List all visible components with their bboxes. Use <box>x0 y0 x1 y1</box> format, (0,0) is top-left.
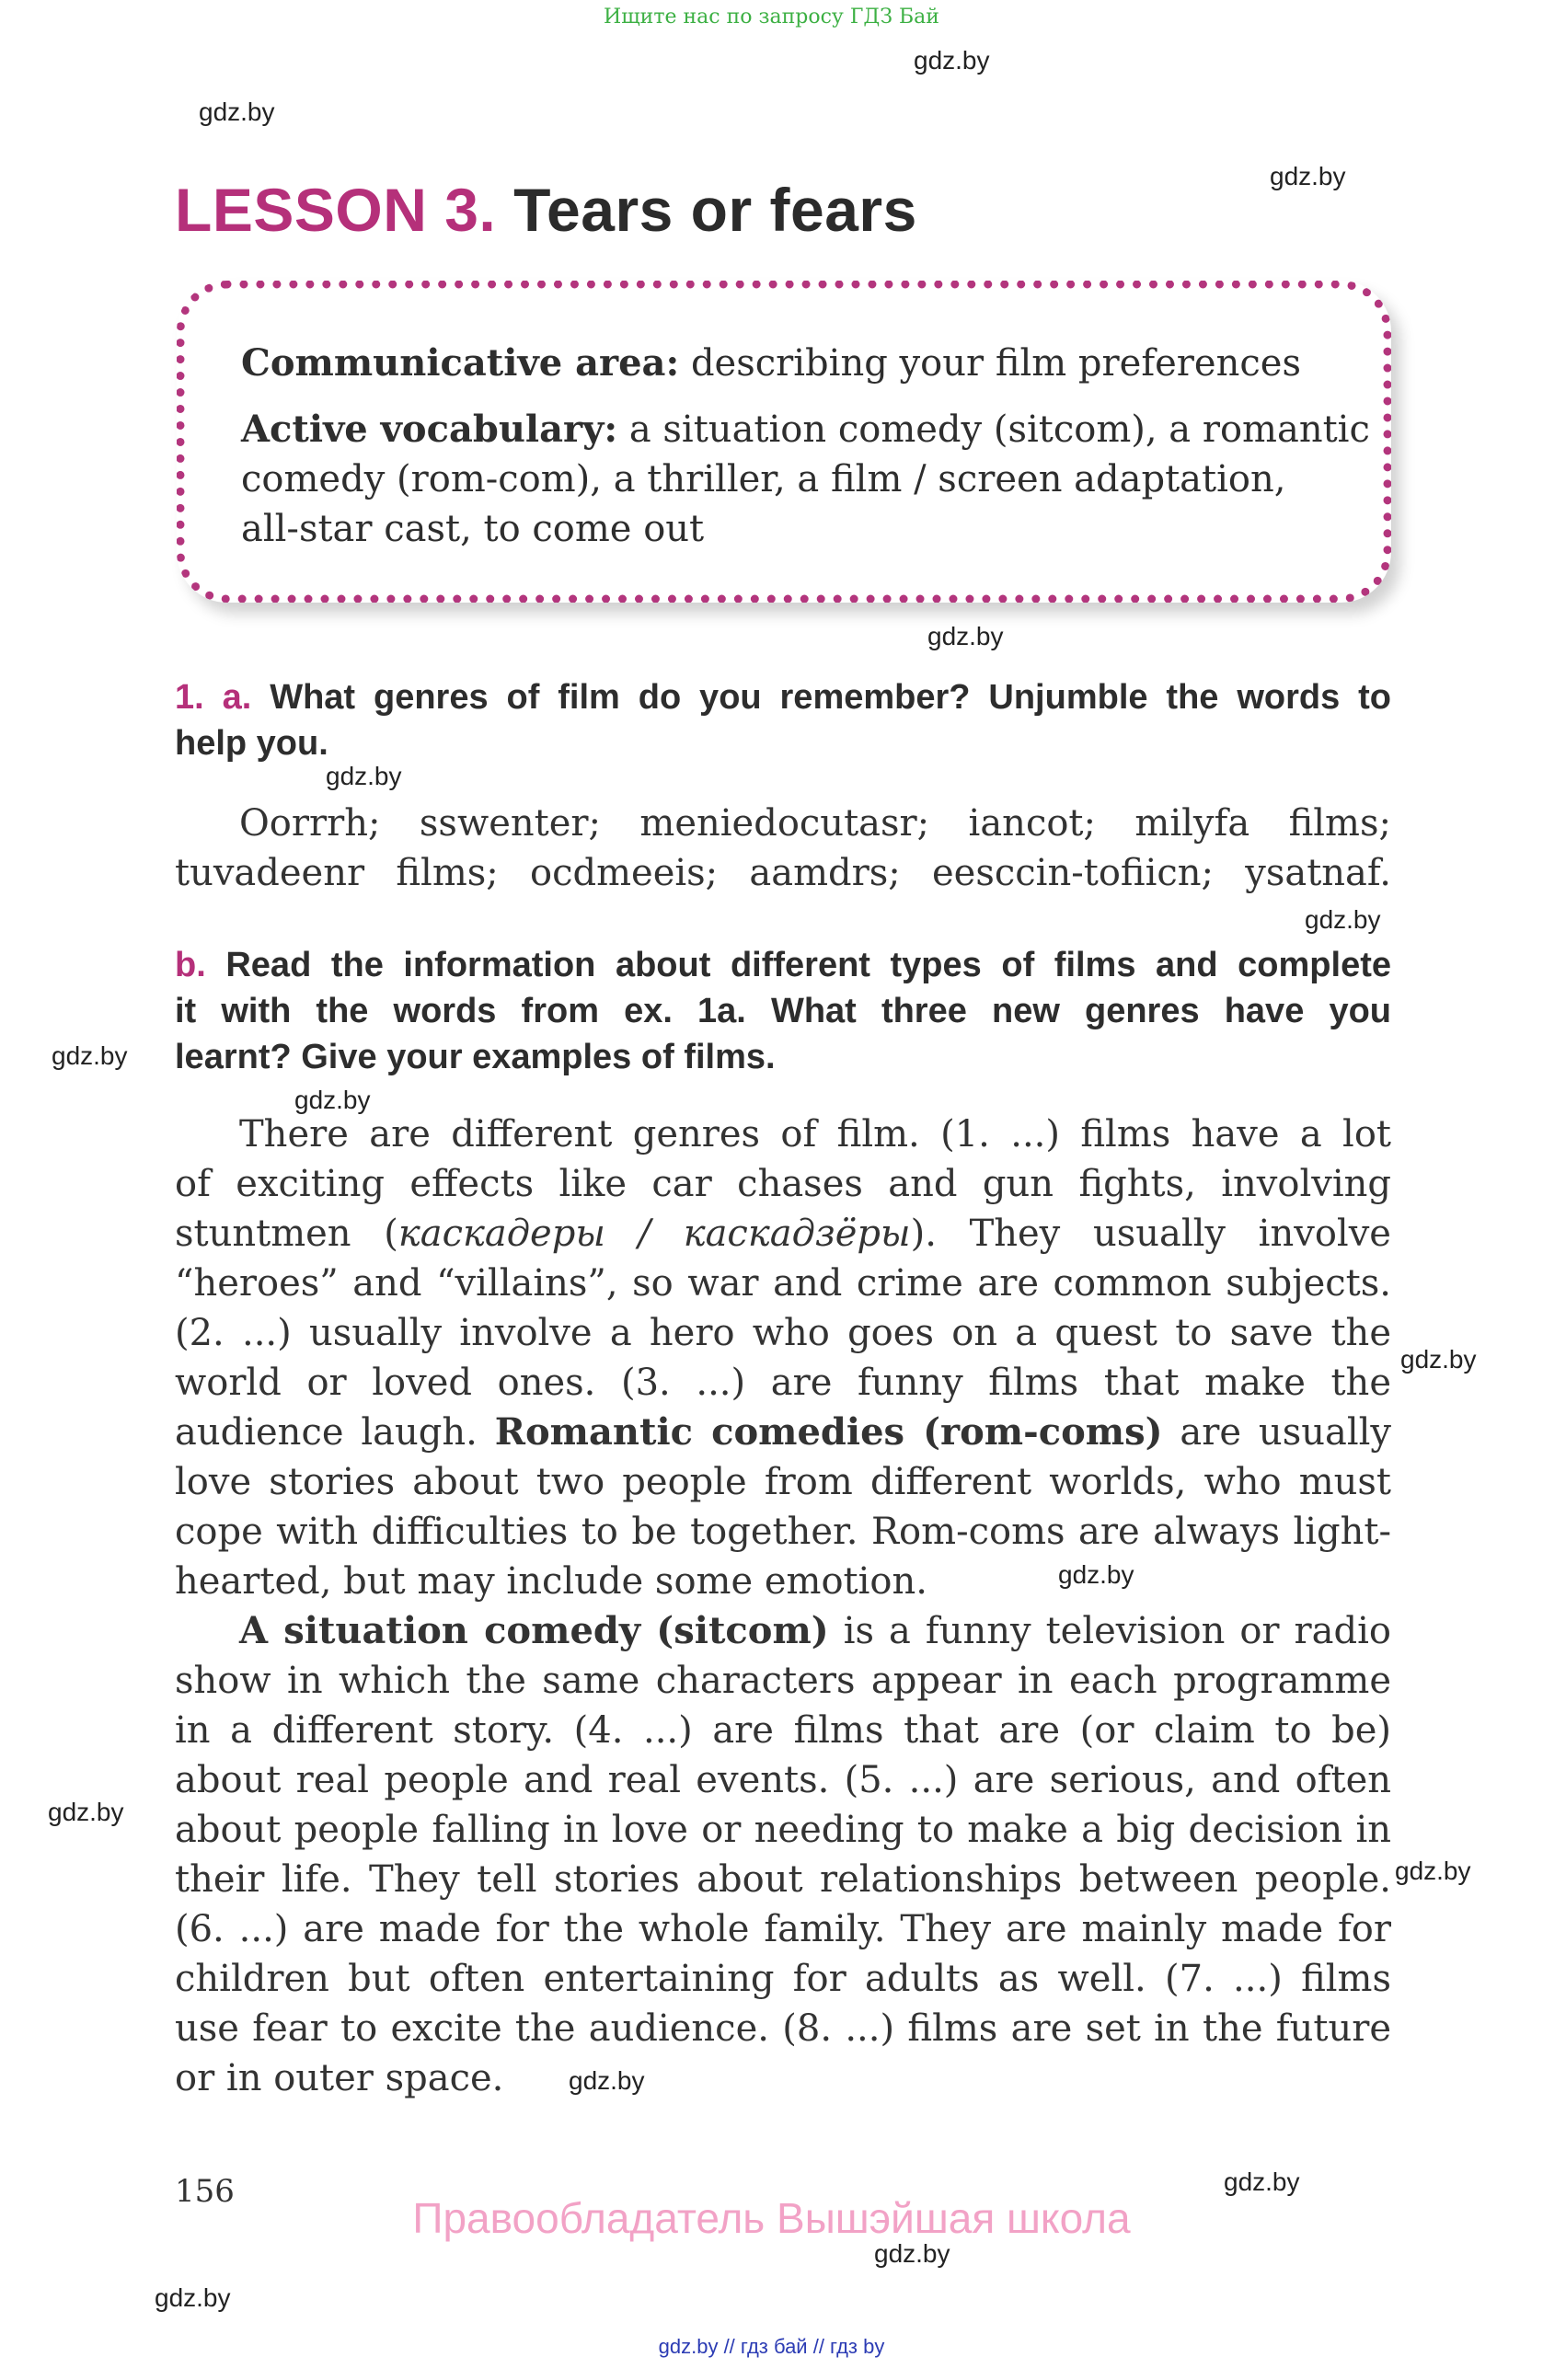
watermark: gdz.by <box>1058 1560 1134 1589</box>
watermark: gdz.by <box>1305 905 1381 934</box>
highlighted-term: A situation comedy (sitcom) <box>239 1609 829 1652</box>
page-number: 156 <box>175 2173 235 2210</box>
watermark: gdz.by <box>1395 1857 1471 1885</box>
text-line: cope with difficulties to be together. Rom-coms are always light- <box>175 1511 1391 1553</box>
watermark: gdz.by <box>1270 162 1346 190</box>
copyright-notice: Правообладатель Вышэйшая школа <box>412 2194 1131 2242</box>
text-line: use fear to excite the audience. (8. ...) films are set in the future <box>175 2007 1391 2050</box>
vocab-label: Active vocabulary: <box>241 408 618 451</box>
watermark: gdz.by <box>1400 1345 1477 1374</box>
communicative-area <box>241 339 1373 388</box>
text-line: A situation comedy (sitcom) is a funny television or radio <box>239 1609 1391 1652</box>
russian-translation: каскадеры / каскадзёры <box>397 1213 911 1255</box>
task-text: help you. <box>175 724 328 763</box>
watermark: gdz.by <box>569 2066 645 2095</box>
watermark: gdz.by <box>1224 2167 1300 2196</box>
text-line: children but often entertaining for adults as well. (7. ...) films <box>175 1958 1391 2000</box>
text-line: “heroes” and “villains”, so war and crime are common subjects. <box>175 1262 1391 1305</box>
text-line: hearted, but may include some emotion. <box>175 1560 927 1603</box>
text-line: (6. ...) are made for the whole family. They are mainly made for <box>175 1908 1391 1950</box>
watermark: gdz.by <box>199 98 275 126</box>
jumbled-words-line: Oorrrh; sswenter; meniedocutasr; iancot; milyfa films; <box>239 802 1391 845</box>
task-text: learnt? Give your examples of films. <box>175 1038 776 1076</box>
watermark: gdz.by <box>874 2239 950 2268</box>
task-letter: a. <box>222 678 252 717</box>
task-number: 1. <box>175 678 204 717</box>
watermark: gdz.by <box>914 46 990 75</box>
lesson-topic: Tears or fears <box>513 176 917 244</box>
task-text: What genres of film do you remember? Unjumble the words to <box>270 678 1391 717</box>
lesson-title <box>175 175 917 245</box>
text-line: or in outer space. <box>175 2057 504 2099</box>
watermark: gdz.by <box>294 1086 371 1114</box>
text-line: show in which the same characters appear in each programme <box>175 1660 1391 1702</box>
text-line: about real people and real events. (5. ...) are serious, and often <box>175 1759 1391 1801</box>
vocab-line: a situation comedy (sitcom), a romantic <box>628 408 1370 451</box>
jumbled-words-line: tuvadeenr films; ocdmeeis; aamdrs; eesccin-tofiicn; ysatnaf. <box>175 852 1391 894</box>
top-banner[interactable]: Ищите нас по запросу ГДЗ Бай <box>604 6 939 29</box>
text-line: There are different genres of film. (1. ...) films have a lot <box>239 1113 1391 1156</box>
text-line: audience laugh. Romantic comedies (rom-coms) are usually <box>175 1410 1392 1454</box>
task-1b-instruction <box>175 942 1391 1080</box>
jumbled-words <box>175 799 1391 898</box>
watermark: gdz.by <box>155 2283 231 2312</box>
active-vocabulary <box>241 405 1373 554</box>
communicative-label: Communicative area: <box>241 341 680 385</box>
text-line: of exciting effects like car chases and gun fights, involving <box>175 1163 1391 1205</box>
text-line: love stories about two people from different worlds, who must <box>175 1461 1391 1503</box>
footer-links[interactable]: gdz.by // гдз бай // гдз by <box>658 2335 885 2358</box>
watermark: gdz.by <box>927 622 1004 650</box>
task-letter: b. <box>175 946 206 984</box>
vocab-line: all-star cast, to come out <box>241 508 705 550</box>
lesson-number: LESSON 3. <box>175 176 497 244</box>
text-line: (2. ...) usually involve a hero who goes on a quest to save the <box>175 1312 1391 1354</box>
text-line: about people falling in love or needing to make a big decision in <box>175 1809 1391 1851</box>
vocab-line: comedy (rom-com), a thriller, a film / screen adaptation, <box>241 458 1286 500</box>
text-line: in a different story. (4. ...) are films that are (or claim to be) <box>175 1709 1391 1752</box>
text-line: world or loved ones. (3. ...) are funny films that make the <box>175 1362 1391 1404</box>
watermark: gdz.by <box>48 1798 124 1826</box>
reading-paragraph-2 <box>175 1606 1391 2103</box>
communicative-text: describing your film preferences <box>690 342 1301 385</box>
watermark: gdz.by <box>326 762 402 790</box>
text-line: their life. They tell stories about relationships between people. <box>175 1858 1391 1901</box>
task-text: it with the words from ex. 1a. What three new genres have you <box>175 992 1391 1030</box>
task-1a-instruction <box>175 674 1391 766</box>
reading-paragraph-1 <box>175 1110 1391 1606</box>
highlighted-term: Romantic comedies (rom-coms) <box>494 1410 1163 1454</box>
text-line: stuntmen (каскадеры / каскадзёры). They usually involve <box>175 1213 1391 1255</box>
task-text: Read the information about different types of films and complete <box>225 946 1391 984</box>
watermark: gdz.by <box>52 1041 128 1070</box>
